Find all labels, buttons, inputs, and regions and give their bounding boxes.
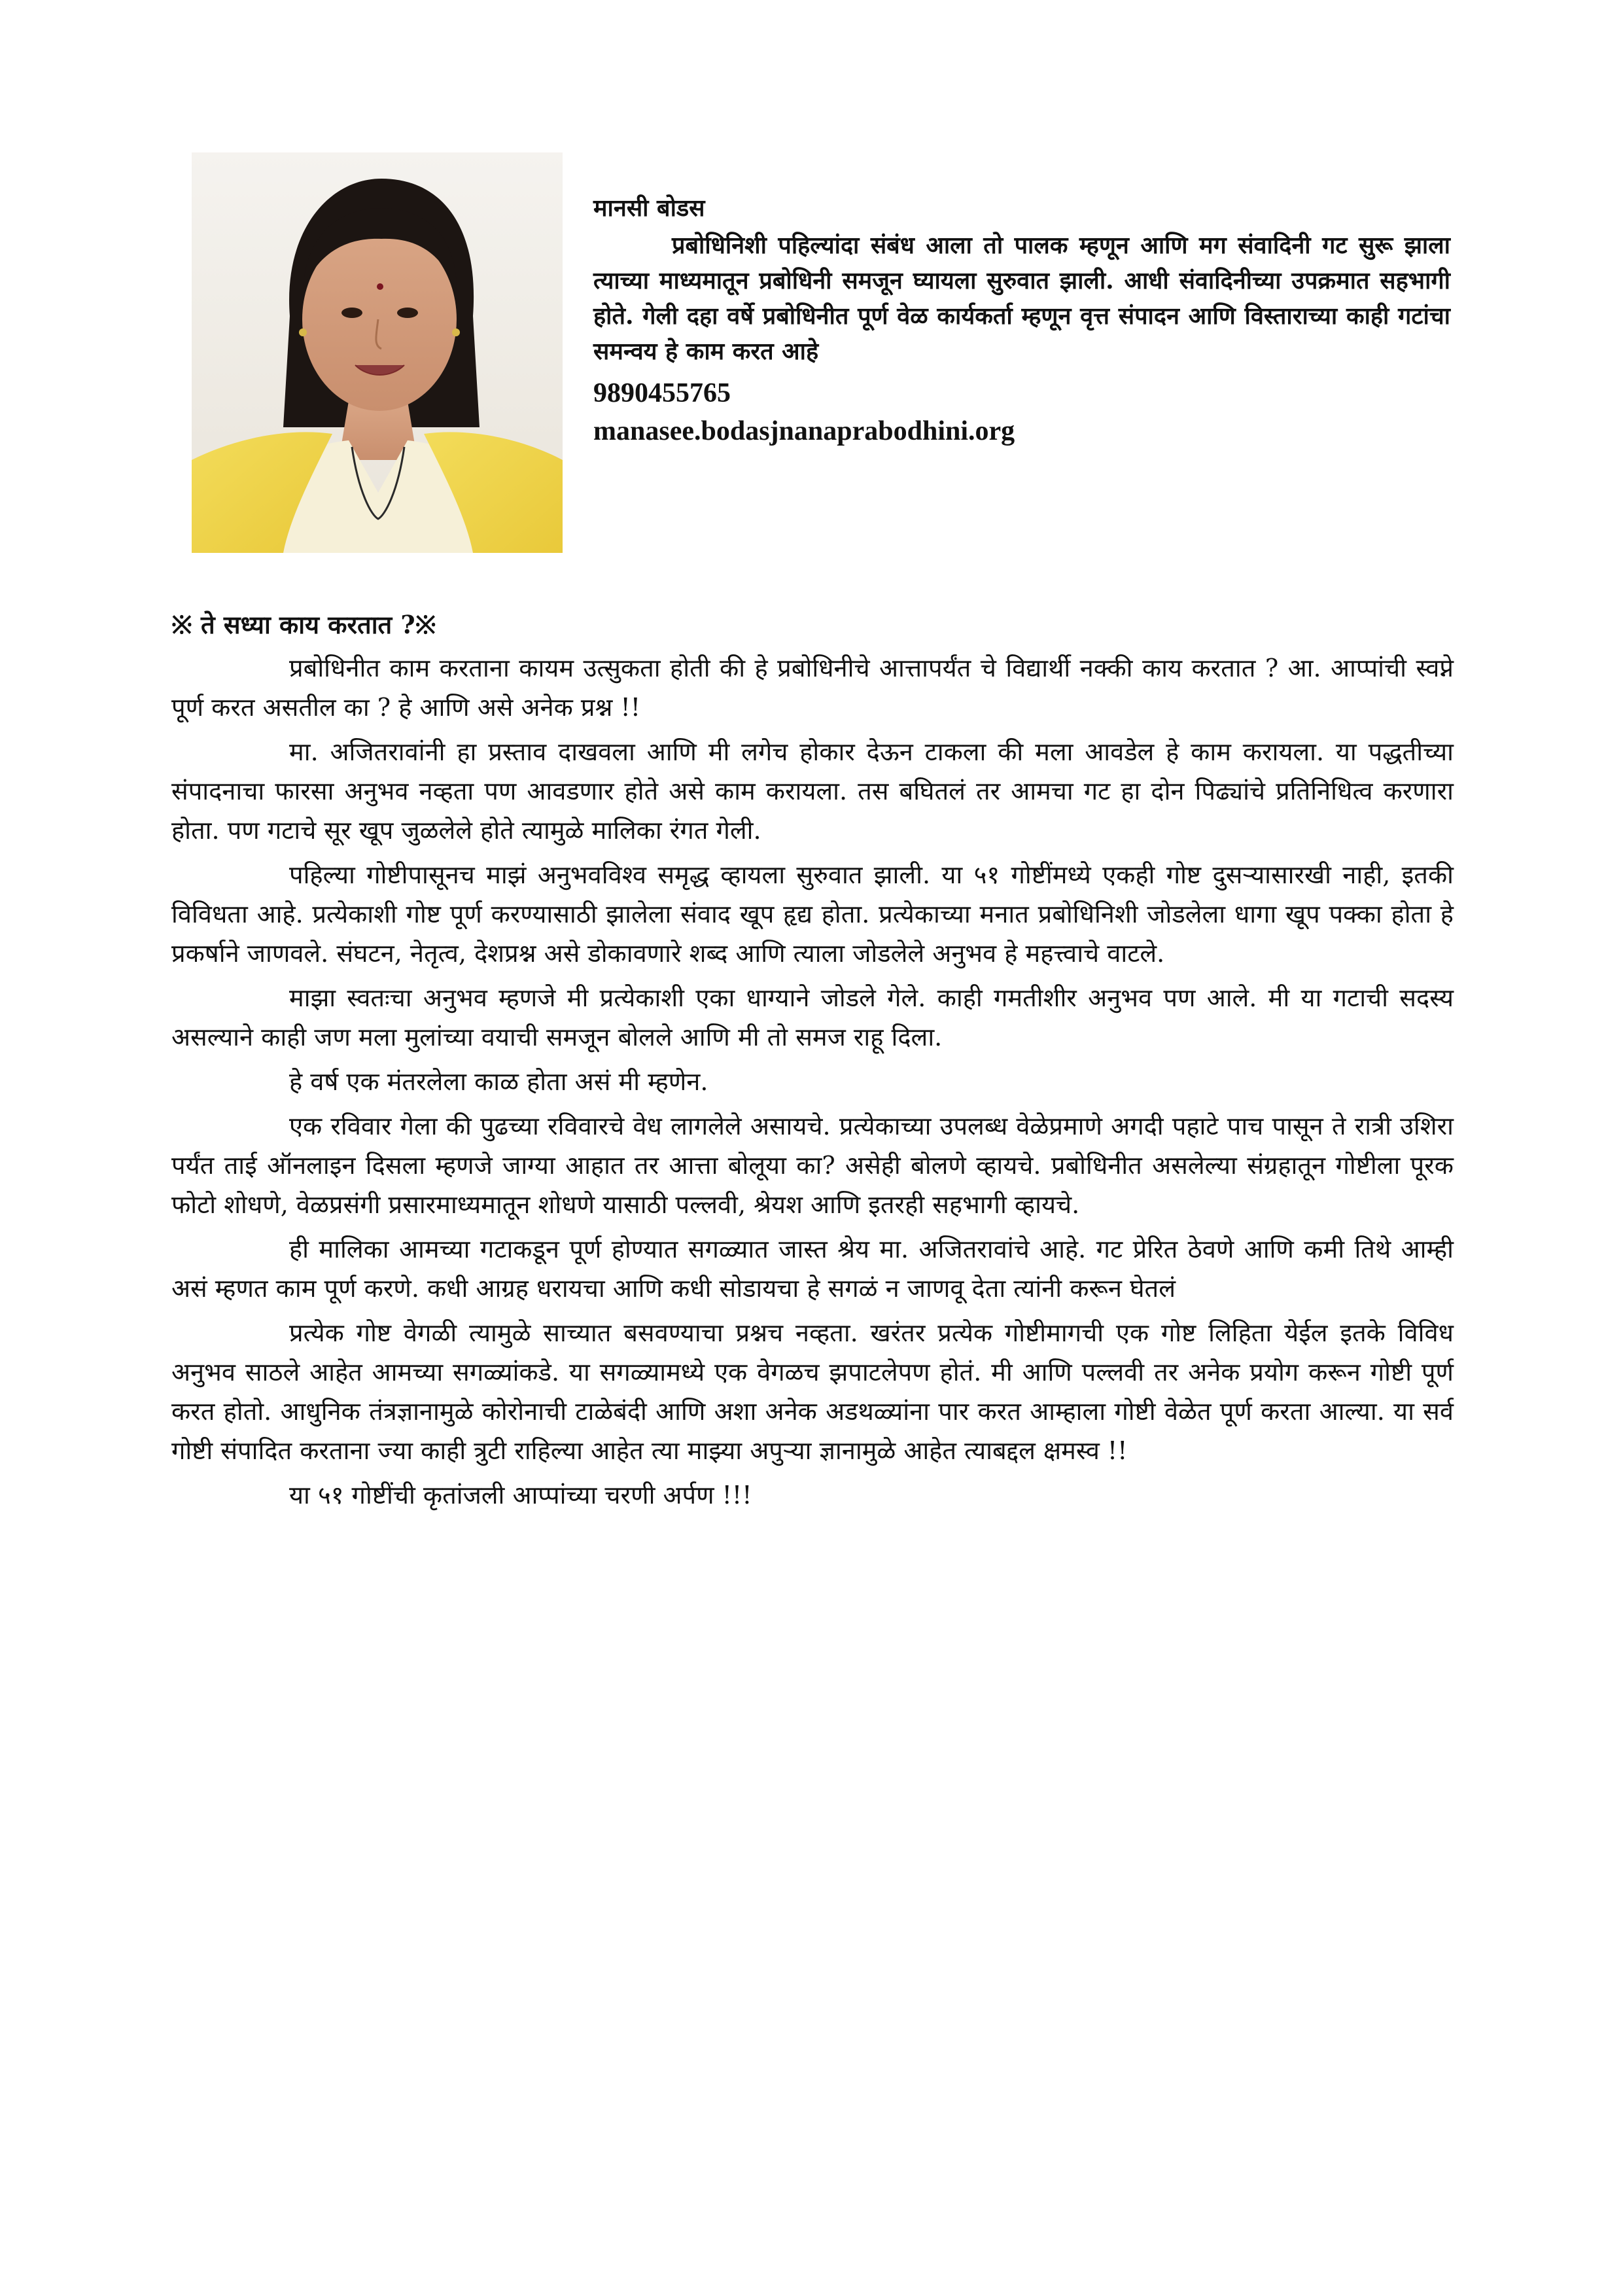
article-paragraph: पहिल्या गोष्टीपासूनच माझं अनुभवविश्व समृद्ध व्हायला सुरुवात झाली. या ५१ गोष्टींमध्ये एकही गोष्ट दुसऱ्यासारखी नाही, इतकी विविधता आहे. प्रत्येकाशी गोष्ट पूर्ण करण्यासाठी झालेला संवाद खूप हृद्य होता. प्रत्येकाच्या मनात प्रबोधिनिशी जोडलेला धागा खूप पक्का होता हे प्रकर्षाने जाणवले. संघटन, नेतृत्व, देशप्रश्न असे डोकावणारे शब्द आणि त्याला जोडलेले अनुभव हे महत्त्वाचे वाटले. (171, 860, 1454, 968)
article-paragraph: ही मालिका आमच्या गटाकडून पूर्ण होण्यात सगळ्यात जास्त श्रेय मा. अजितरावांचे आहे. गट प्रेरित ठेवणे आणि कमी तिथे आम्ही असं म्हणत काम पूर्ण करणे. कधी आग्रह धरायचा आणि कधी सोडायचा हे सगळं न जाणवू देता त्यांनी करून घेतलं (171, 1235, 1454, 1303)
article (171, 605, 1454, 1520)
article-paragraph: प्रबोधिनीत काम करताना कायम उत्सुकता होती की हे प्रबोधिनीचे आत्तापर्यंत चे विद्यार्थी नक्की काय करतात ? आ. आप्पांची स्वप्ने पूर्ण करत असतील का ? हे आणि असे अनेक प्रश्न !! (171, 654, 1454, 722)
article-paragraph: हे वर्ष एक मंतरलेला काळ होता असं मी म्हणेन. (289, 1067, 708, 1096)
author-description: प्रबोधिनिशी पहिल्यांदा संबंध आला तो पालक म्हणून आणि मग संवादिनी गट सुरू झाला त्याच्या माध्यमातून प्रबोधिनी समजून घ्यायला सुरुवात झाली. आधी संवादिनीच्या उपक्रमात सहभागी होते. गेली दहा वर्षे प्रबोधिनीत पूर्ण वेळ कार्यकर्ता म्हणून वृत्त संपादन आणि विस्ताराच्या काही गटांचा समन्वय हे काम करत आहे (593, 232, 1450, 365)
author-photo (192, 152, 563, 553)
article-paragraph: एक रविवार गेला की पुढच्या रविवारचे वेध लागलेले असायचे. प्रत्येकाच्या उपलब्ध वेळेप्रमाणे अगदी पहाटे पाच पासून ते रात्री उशिरा पर्यंत ताई ऑनलाइन दिसला म्हणजे जाग्या आहात तर आत्ता बोलूया का? असेही बोलणे व्हायचे. प्रबोधिनीत असलेल्या संग्रहातून गोष्टीला पूरक फोटो शोधणे, वेळप्रसंगी प्रसारमाध्यमातून शोधणे यासाठी पल्लवी, श्रेयश आणि इतरही सहभागी व्हायचे. (171, 1112, 1454, 1219)
article-paragraph: मा. अजितरावांनी हा प्रस्ताव दाखवला आणि मी लगेच होकार देऊन टाकला की मला आवडेल हे काम करायला. या पद्धतीच्या संपादनाचा फारसा अनुभव नव्हता पण आवडणार होते असे काम करायला. तस बघितलं तर आमचा गट हा दोन पिढ्यांचे प्रतिनिधित्व करणारा होता. पण गटाचे सूर खूप जुळलेले होते त्यामुळे मालिका रंगत गेली. (171, 737, 1454, 845)
portrait-illustration (192, 152, 563, 553)
article-paragraph: प्रत्येक गोष्ट वेगळी त्यामुळे साच्यात बसवण्याचा प्रश्नच नव्हता. खरंतर प्रत्येक गोष्टीमागची एक गोष्ट लिहिता येईल इतके विविध अनुभव साठले आहेत आमच्या सगळ्यांकडे. या सगळ्यामध्ये एक वेगळच झपाटलेपण होतं. मी आणि पल्लवी तर अनेक प्रयोग करून गोष्टी पूर्ण करत होतो. आधुनिक तंत्रज्ञानामुळे कोरोनाची टाळेबंदी आणि अशा अनेक अडथळ्यांना पार करत आम्हाला गोष्टी वेळेत पूर्ण करता आल्या. या सर्व गोष्टी संपादित करताना ज्या काही त्रुटी राहिल्या आहेत त्या माझ्या अपुऱ्या ज्ञानामुळे आहेत त्याबद्दल क्षमस्व !! (171, 1318, 1454, 1465)
article-paragraph: माझा स्वतःचा अनुभव म्हणजे मी प्रत्येकाशी एका धाग्याने जोडले गेले. काही गमतीशीर अनुभव पण आले. मी या गटाची सदस्य असल्याने काही जण मला मुलांच्या वयाची समजून बोलले आणि मी तो समज राहू दिला. (171, 983, 1454, 1051)
author-phone: 9890455765 (593, 378, 731, 408)
article-paragraph: या ५१ गोष्टींची कृतांजली आप्पांच्या चरणी अर्पण !!! (289, 1481, 752, 1510)
author-email: manasee.bodasjnanaprabodhini.org (593, 416, 1015, 446)
author-bio (593, 191, 1450, 450)
author-name: मानसी बोडस (593, 194, 705, 222)
article-title: ※ ते सध्या काय करतात ?※ (171, 610, 436, 639)
